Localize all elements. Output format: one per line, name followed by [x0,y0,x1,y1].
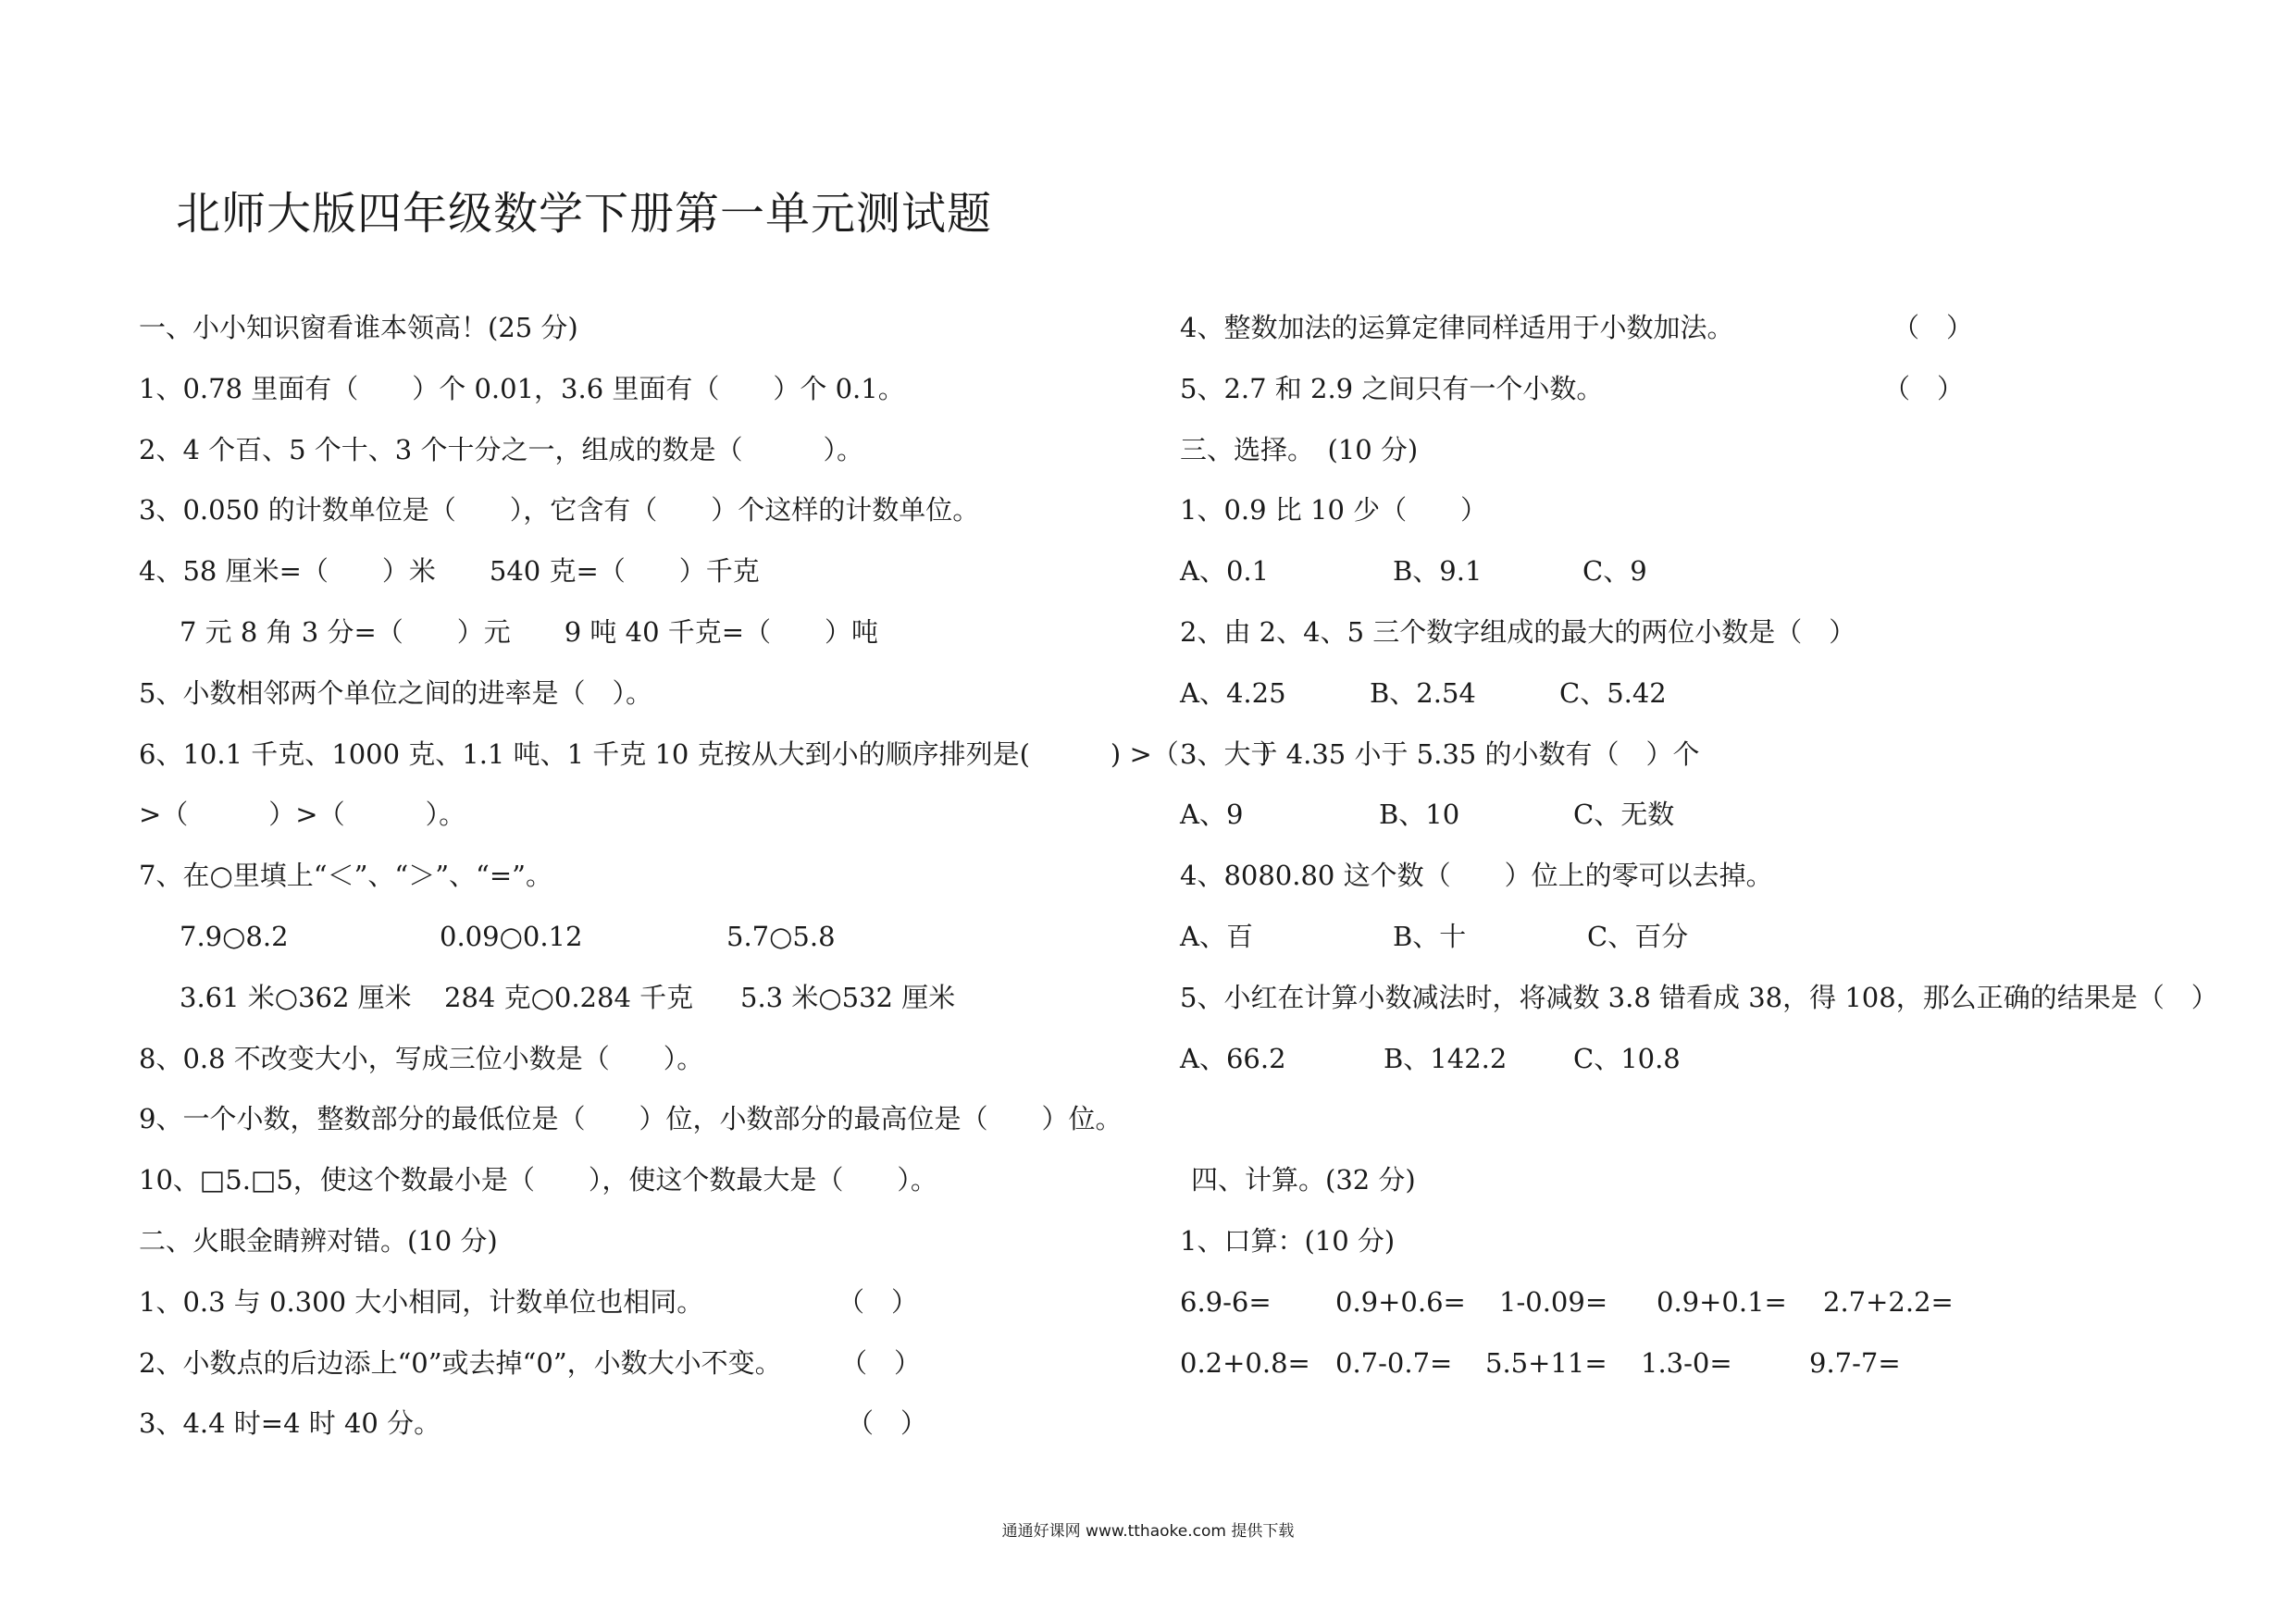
statement-text: 5、2.7 和 2.9 之间只有一个小数。 [1180,372,1604,404]
option-a: A、0.1 [1180,555,1270,588]
answer-parentheses: （ ） [840,1346,922,1379]
question-4-line-1: 4、58 厘米=（ ）米 540 克=（ ）千克 [139,555,760,588]
calc-item: 0.7-0.7= [1335,1346,1453,1379]
right-column [1180,298,2272,1394]
question-7-row-2 [139,968,1157,1029]
choice-5: 5、小红在计算小数减法时，将减数 3.8 错看成 38，得 108，那么正确的结果是（ ） [1180,981,2218,1013]
option-b: B、10 [1379,799,1460,831]
choice-5-options [1180,1029,2272,1090]
question-2: 2、4 个百、5 个十、3 个十分之一，组成的数是（ ）。 [139,433,863,465]
section-3-header: 三、选择。 (10 分) [1180,433,1419,465]
question-1: 1、0.78 里面有（ ）个 0.01，3.6 里面有（ ）个 0.1。 [139,372,905,404]
compare-item: 7.9○8.2 [180,920,289,952]
option-a: A、4.25 [1180,676,1286,709]
page-title: 北师大版四年级数学下册第一单元测试题 [176,188,993,240]
question-9: 9、一个小数，整数部分的最低位是（ ）位，小数部分的最高位是（ ）位。 [139,1103,1123,1135]
option-c: C、9 [1582,555,1647,588]
calc-item: 0.9+0.1= [1657,1285,1787,1318]
option-c: C、5.42 [1559,676,1667,709]
mental-calc-header: 1、口算：(10 分) [1180,1224,1396,1257]
question-7: 7、在○里填上“＜”、“＞”、“=”。 [139,860,553,892]
choice-1: 1、0.9 比 10 少（ ） [1180,494,1488,527]
option-c: C、无数 [1573,799,1675,831]
choice-4-options [1180,907,2272,968]
calc-row-2 [1180,1333,2272,1394]
statement-text: 3、4.4 时=4 时 40 分。 [139,1407,441,1440]
compare-item: 5.7○5.8 [726,920,836,952]
section-2-header: 二、火眼金睛辨对错。(10 分) [139,1224,498,1257]
answer-parentheses: （ ） [1883,372,1965,404]
answer-parentheses: （ ） [847,1407,928,1440]
true-false-4 [1180,298,2272,359]
calc-item: 9.7-7= [1809,1346,1901,1379]
answer-parentheses: （ ） [1893,312,1974,343]
calc-item: 1-0.09= [1499,1285,1608,1318]
choice-2-options [1180,663,2272,725]
option-b: B、2.54 [1370,676,1476,709]
option-b: B、142.2 [1384,1042,1508,1074]
option-c: C、10.8 [1573,1042,1681,1074]
option-a: A、66.2 [1180,1042,1286,1074]
calc-item: 2.7+2.2= [1823,1285,1954,1318]
choice-2: 2、由 2、4、5 三个数字组成的最大的两位小数是（ ） [1180,615,1856,648]
question-6-line-2: >（ ）>（ ）。 [139,799,466,831]
true-false-2 [139,1333,1157,1394]
question-5: 5、小数相邻两个单位之间的进率是（ ）。 [139,676,652,709]
true-false-5 [1180,359,2272,420]
statement-text: 1、0.3 与 0.300 大小相同，计数单位也相同。 [139,1285,704,1318]
option-b: B、十 [1393,920,1467,952]
option-c: C、百分 [1587,920,1689,952]
calc-item: 0.9+0.6= [1335,1285,1466,1318]
choice-3: 3、大于 4.35 小于 5.35 的小数有（ ）个 [1180,737,1700,770]
answer-parentheses: （ ） [838,1285,919,1318]
compare-item: 5.3 米○532 厘米 [740,981,956,1013]
option-b: B、9.1 [1393,555,1483,588]
question-10: 10、□5.□5，使这个数最小是（ ），使这个数最大是（ ）。 [139,1164,937,1196]
calc-item: 0.2+0.8= [1180,1346,1310,1379]
question-7-row-1 [139,907,1157,968]
question-8: 8、0.8 不改变大小，写成三位小数是（ ）。 [139,1042,704,1074]
question-4-line-2: 7 元 8 角 3 分=（ ）元 9 吨 40 千克=（ ）吨 [180,615,879,648]
spacer [1180,1089,2272,1150]
calc-item: 5.5+11= [1485,1346,1607,1379]
question-3: 3、0.050 的计数单位是（ ），它含有（ ）个这样的计数单位。 [139,494,980,527]
statement-text: 2、小数点的后边添上“0”或去掉“0”，小数大小不变。 [139,1346,782,1379]
option-a: A、9 [1180,799,1244,831]
statement-text: 4、整数加法的运算定律同样适用于小数加法。 [1180,312,1734,343]
section-1-header: 一、小小知识窗看谁本领高！(25 分) [139,312,578,343]
option-a: A、百 [1180,920,1253,952]
compare-item: 0.09○0.12 [440,920,583,952]
choice-4: 4、8080.80 这个数（ ）位上的零可以去掉。 [1180,860,1773,892]
footer-credit: 通通好课网 www.tthaoke.com 提供下载 [1001,1522,1295,1541]
compare-item: 3.61 米○362 厘米 [180,981,412,1013]
calc-item: 1.3-0= [1641,1346,1732,1379]
calc-row-1 [1180,1272,2272,1333]
choice-3-options [1180,785,2272,846]
true-false-1 [139,1272,1157,1333]
section-4-header: 四、计算。(32 分) [1191,1164,1416,1196]
calc-item: 6.9-6= [1180,1285,1272,1318]
choice-1-options [1180,541,2272,602]
compare-item: 284 克○0.284 千克 [444,981,694,1013]
true-false-3 [139,1394,1157,1455]
question-6-line-1: 6、10.1 千克、1000 克、1.1 吨、1 千克 10 克按从大到小的顺序排列是( ) >（ ） [139,737,1286,770]
